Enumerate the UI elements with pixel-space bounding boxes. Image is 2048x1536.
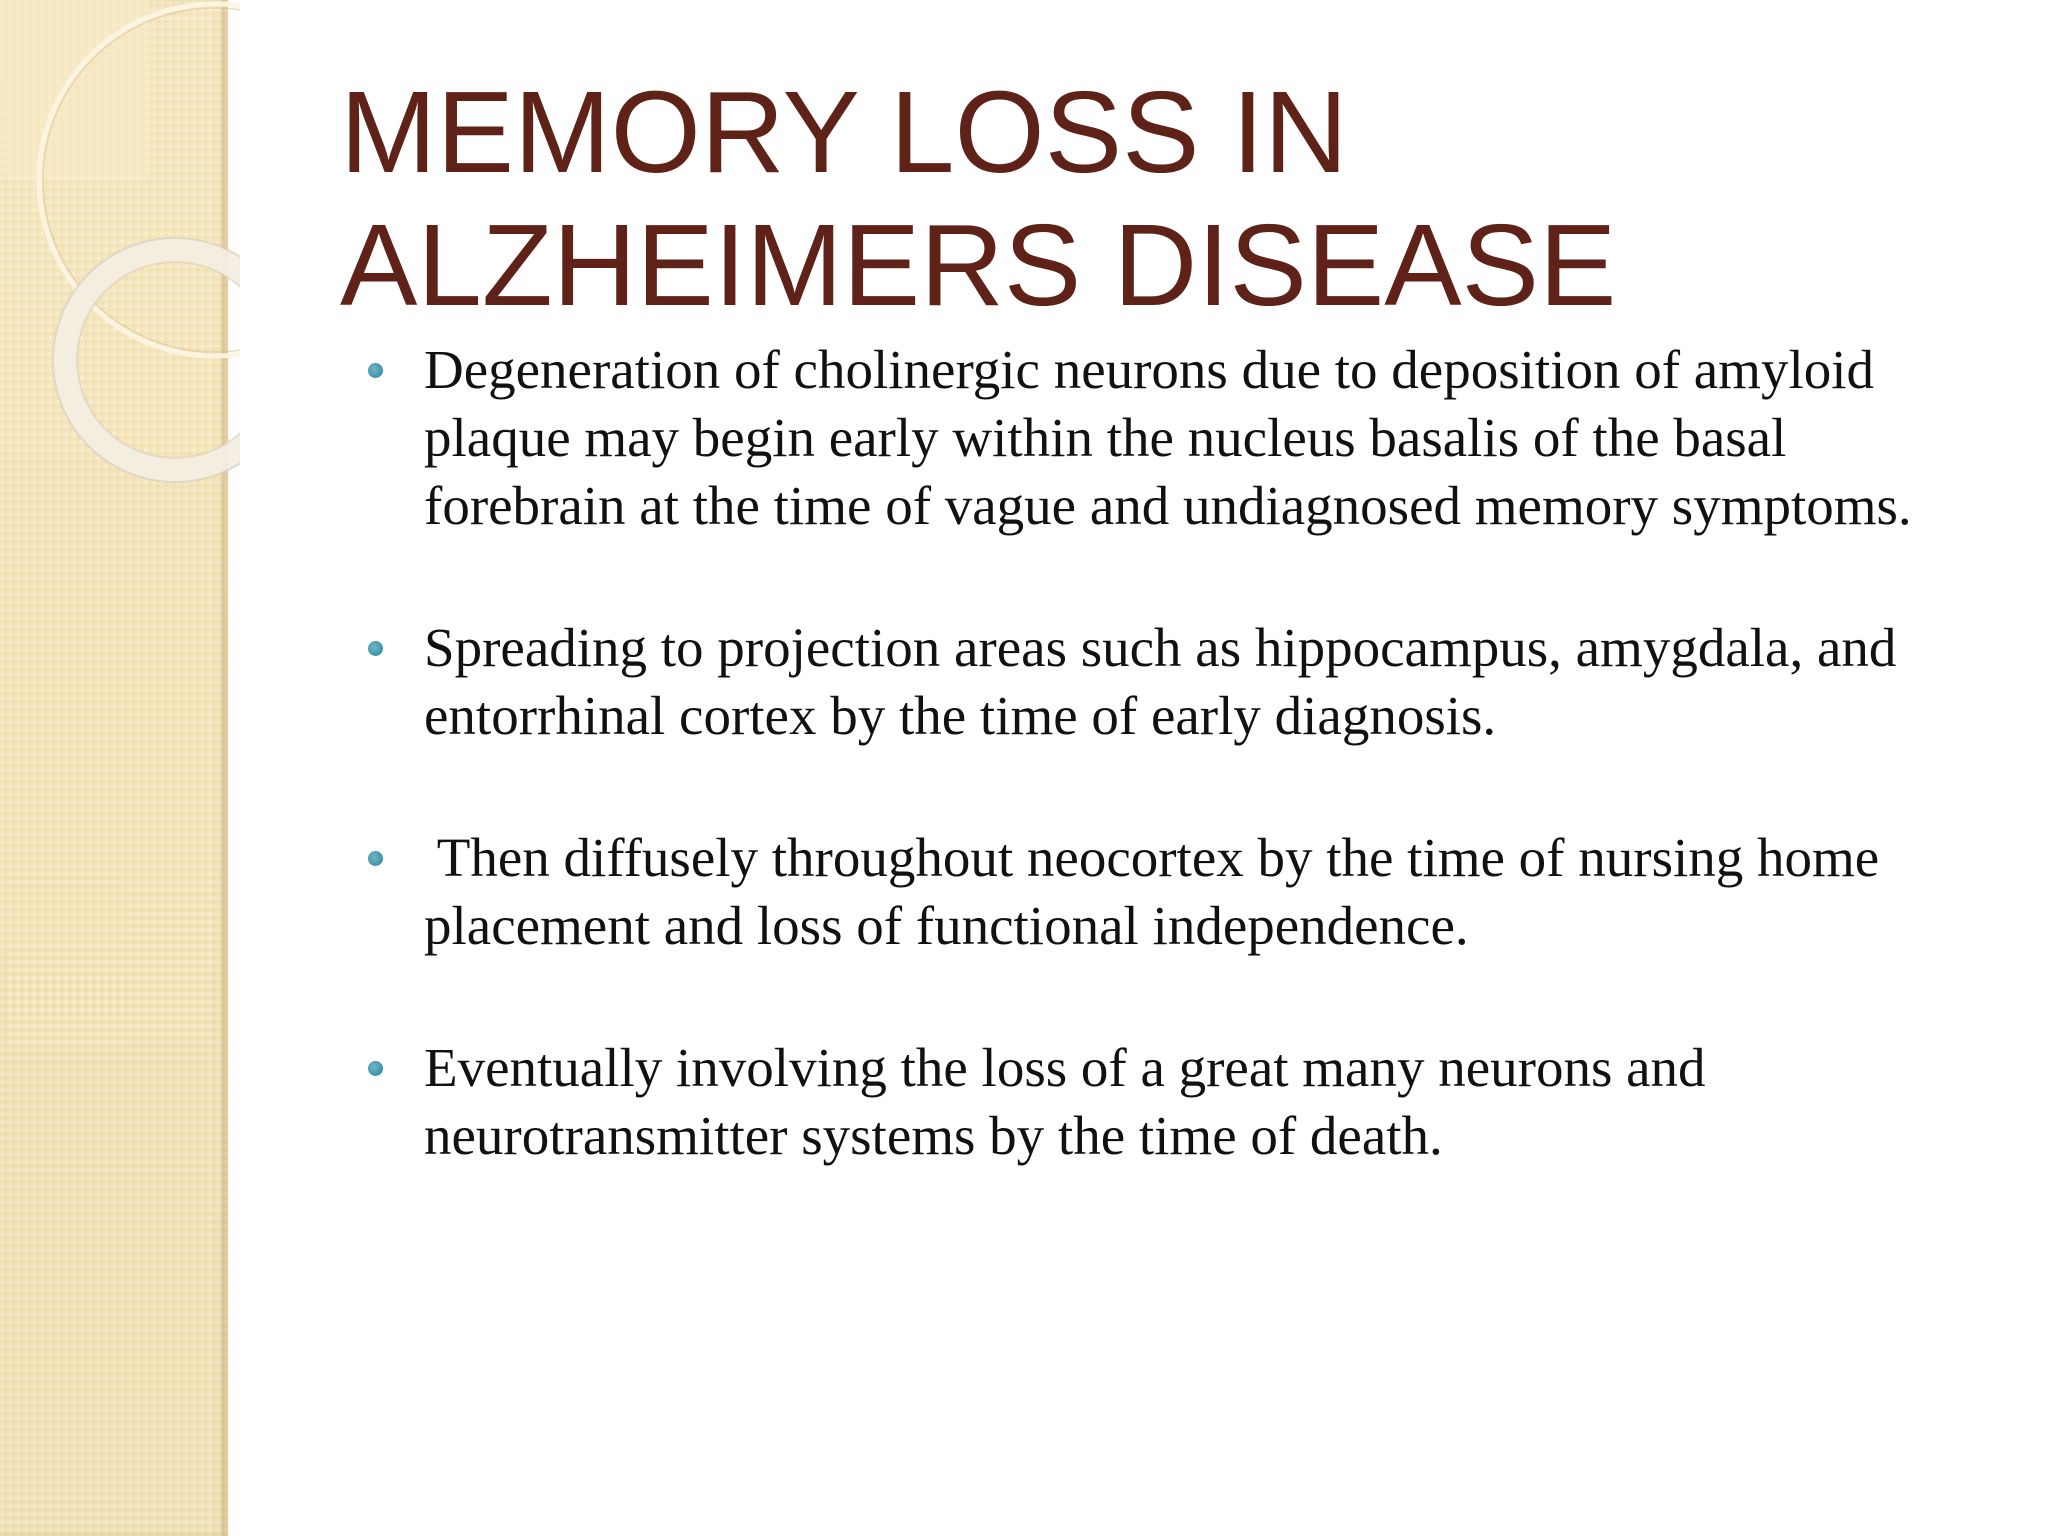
bullet-line: placement and loss of functional independence.	[424, 895, 1469, 956]
bullet-line: entorrhinal cortex by the time of early diagnosis.	[424, 685, 1497, 746]
bullet-line: Degeneration of cholinergic neurons due to deposition of amyloid	[424, 339, 1875, 400]
bullet-text	[424, 824, 1980, 960]
bullet-dot-icon	[368, 1061, 383, 1076]
bullet-line: Spreading to projection areas such as hippocampus, amygdala, and	[424, 617, 1897, 678]
bullet-item	[360, 614, 1980, 750]
bullet-text	[424, 1034, 1980, 1170]
bullet-line: forebrain at the time of vague and undiagnosed memory symptoms.	[424, 475, 1912, 536]
bullet-line: neurotransmitter systems by the time of death.	[424, 1105, 1443, 1166]
slide-title-line-2: ALZHEIMERS DISEASE	[340, 200, 1617, 330]
bullet-dot-icon	[368, 641, 383, 656]
decor-thick-ring-outer	[53, 238, 240, 482]
bullet-dot-icon	[368, 363, 383, 378]
bullet-line: Eventually involving the loss of a great many neurons and	[424, 1037, 1706, 1098]
decorative-rings	[0, 0, 240, 520]
slide-title	[340, 66, 1940, 332]
bullet-list	[360, 336, 1980, 1244]
bullet-line: Then diffusely throughout neocortex by the time of nursing home	[424, 827, 1880, 888]
decor-thick-ring	[65, 250, 240, 470]
bullet-dot-icon	[368, 851, 383, 866]
bullet-item	[360, 336, 1980, 540]
bullet-item	[360, 1034, 1980, 1170]
bullet-text	[424, 336, 1980, 540]
bullet-line: plaque may begin early within the nucleus basalis of the basal	[424, 407, 1787, 468]
slide-title-line-1: MEMORY LOSS IN	[340, 67, 1348, 197]
bullet-item	[360, 824, 1980, 960]
bullet-text	[424, 614, 1980, 750]
